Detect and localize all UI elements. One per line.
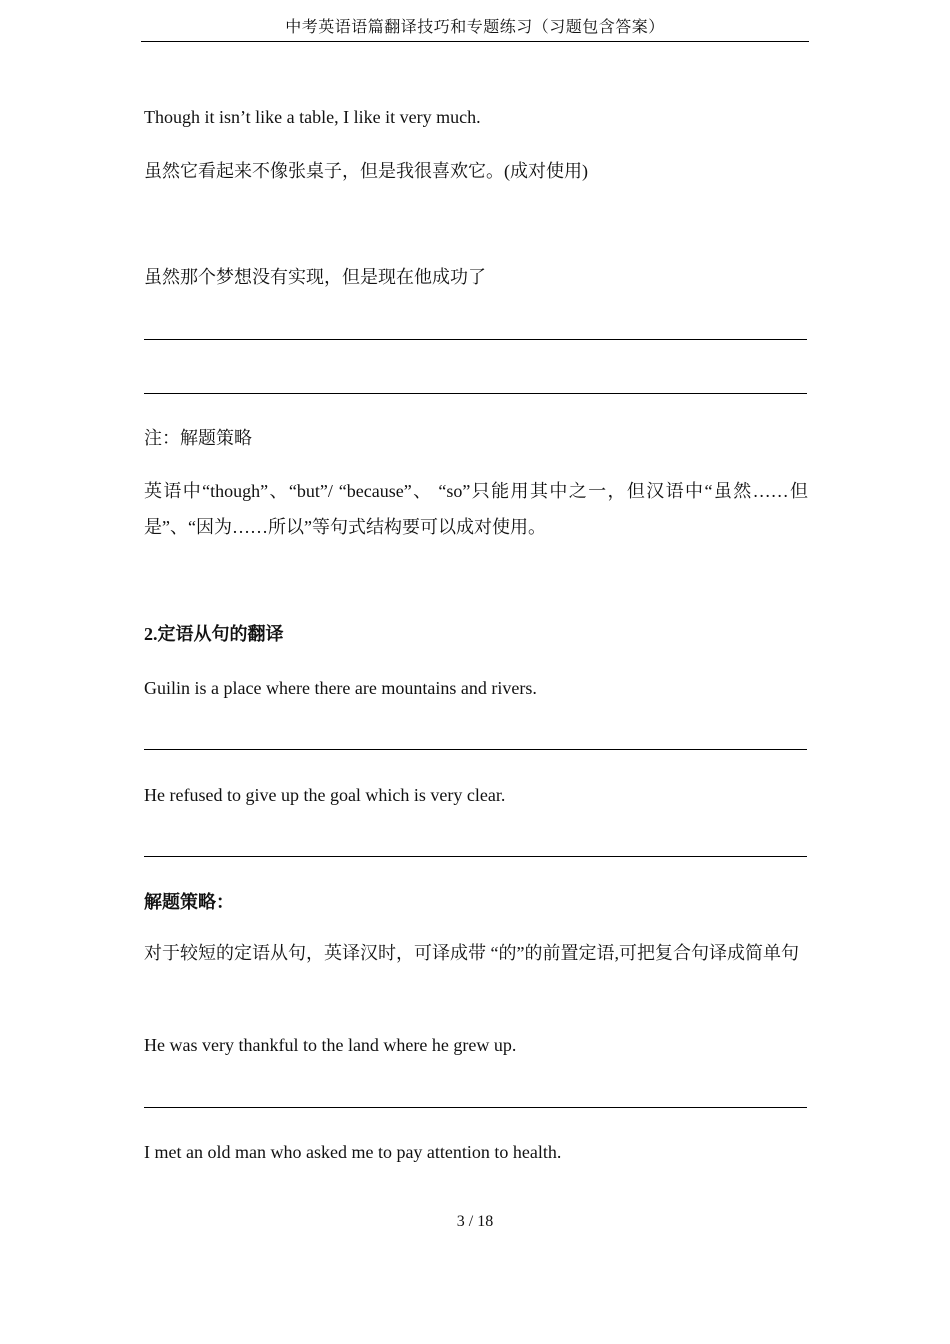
note-heading: 注：解题策略 <box>144 428 252 448</box>
exercise-sentence-4: He was very thankful to the land where he grew up. <box>144 1035 517 1055</box>
exercise-sentence-1: 虽然那个梦想没有实现，但是现在他成功了 <box>144 267 486 287</box>
strategy-heading: 解题策略： <box>144 892 234 912</box>
answer-line-2 <box>144 393 807 394</box>
example-chinese-translation: 虽然它看起来不像张桌子，但是我很喜欢它。(成对使用) <box>144 161 588 181</box>
exercise-sentence-5: I met an old man who asked me to pay attention to health. <box>144 1142 562 1162</box>
note-body: 英语中“though”、“but”/ “because”、 “so”只能用其中之一，但汉语中“虽然……但是”、“因为……所以”等句式结构要可以成对使用。 <box>144 481 808 537</box>
exercise-sentence-2: Guilin is a place where there are mountains and rivers. <box>144 678 537 698</box>
answer-line-4 <box>144 856 807 857</box>
page-header: 中考英语语篇翻译技巧和专题练习（习题包含答案） <box>285 19 665 36</box>
page-number: 3 / 18 <box>456 1213 494 1230</box>
example-english-sentence: Though it isn’t like a table, I like it very much. <box>144 107 481 127</box>
exercise-sentence-3: He refused to give up the goal which is very clear. <box>144 785 506 805</box>
section-2-heading: 2.定语从句的翻译 <box>144 624 284 644</box>
answer-line-1 <box>144 339 807 340</box>
answer-line-5 <box>144 1107 807 1108</box>
header-divider <box>141 41 809 42</box>
answer-line-3 <box>144 749 807 750</box>
strategy-body: 对于较短的定语从句，英译汉时，可译成带 “的”的前置定语,可把复合句译成简单句 <box>144 943 799 963</box>
